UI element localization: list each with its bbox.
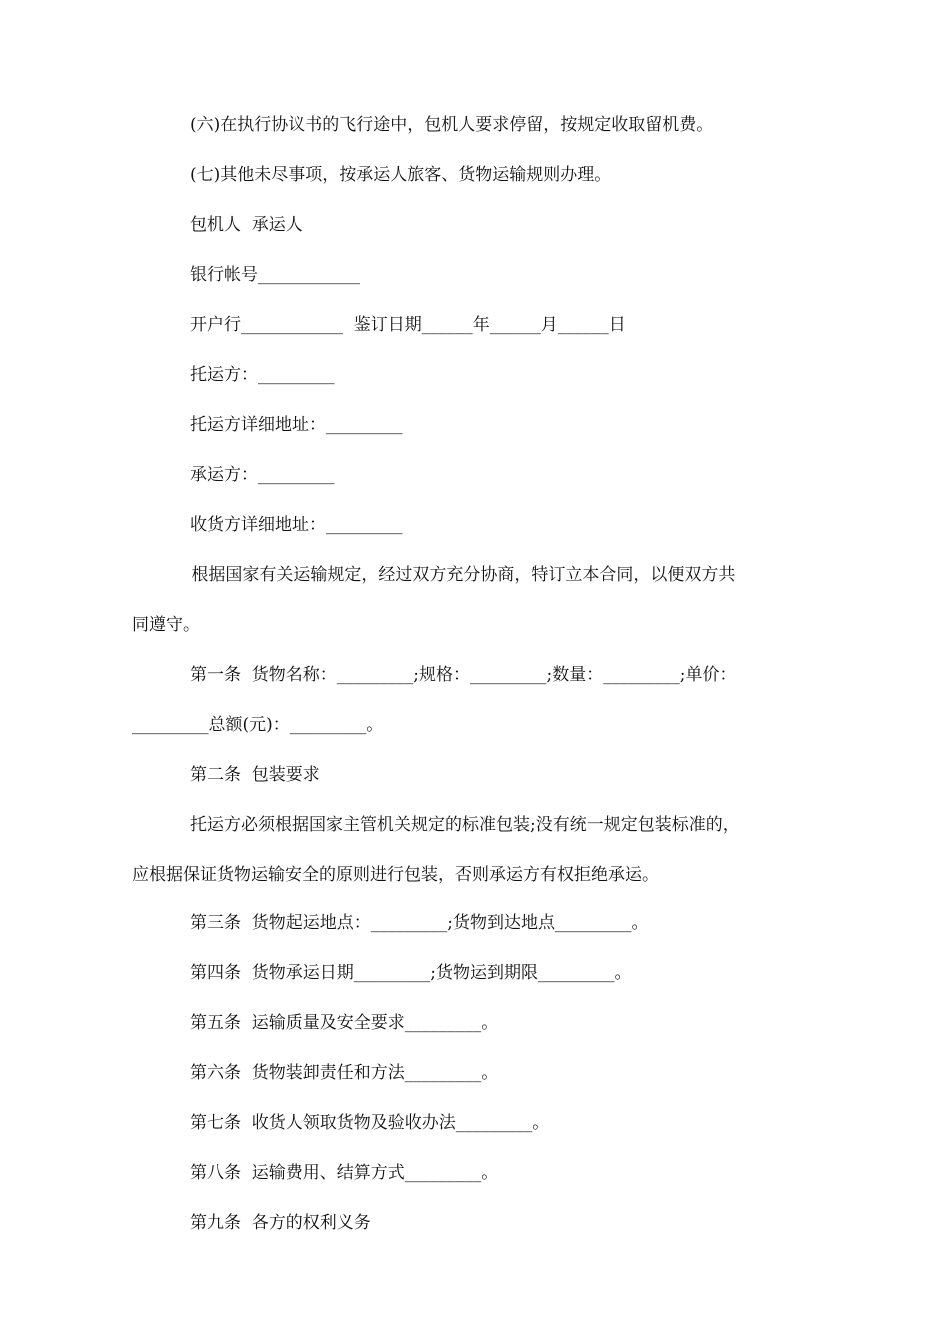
shipper-address-line: 托运方详细地址：_________ (190, 415, 403, 435)
article-three-line: 第三条 货物起运地点：_________;货物到达地点_________。 (190, 913, 649, 933)
article-six-line: 第六条 货物装卸责任和方法_________。 (190, 1063, 499, 1083)
shipper-line: 托运方：_________ (190, 365, 335, 385)
clause-seven-line: (七)其他未尽事项，按承运人旅客、货物运输规则办理。 (190, 165, 612, 185)
article-two-heading: 第二条 包装要求 (190, 765, 320, 785)
consignee-address-line: 收货方详细地址：_________ (190, 515, 403, 535)
article-nine-heading: 第九条 各方的权利义务 (190, 1213, 371, 1233)
article-two-line-2: 应根据保证货物运输安全的原则进行包装，否则承运方有权拒绝承运。 (132, 865, 659, 885)
preamble-line-2: 同遵守。 (132, 615, 200, 635)
article-one-line-2: _________总额(元)：_________。 (132, 715, 384, 735)
article-four-line: 第四条 货物承运日期_________;货物运到期限_________。 (190, 963, 632, 983)
article-seven-line: 第七条 收货人领取货物及验收办法_________。 (190, 1113, 550, 1133)
bank-account-line: 银行帐号____________ (190, 265, 360, 285)
article-eight-line: 第八条 运输费用、结算方式_________。 (190, 1163, 499, 1183)
article-five-line: 第五条 运输质量及安全要求_________。 (190, 1013, 499, 1033)
bank-and-sign-date-line: 开户行____________ 鉴订日期______年______月______日 (190, 315, 626, 335)
article-two-line-1: 托运方必须根据国家主管机关规定的标准包装;没有统一规定包装标准的， (190, 815, 740, 835)
clause-six-line: (六)在执行协议书的飞行途中，包机人要求停留，按规定收取留机费。 (190, 115, 714, 135)
carrier-line: 承运方：_________ (190, 465, 335, 485)
article-one-line-1: 第一条 货物名称：_________;规格：_________;数量：_________;单价： (190, 665, 737, 685)
preamble-line-1: 根据国家有关运输规定，经过双方充分协商，特订立本合同，以便双方共 (186, 565, 736, 585)
parties-line: 包机人 承运人 (190, 215, 303, 235)
